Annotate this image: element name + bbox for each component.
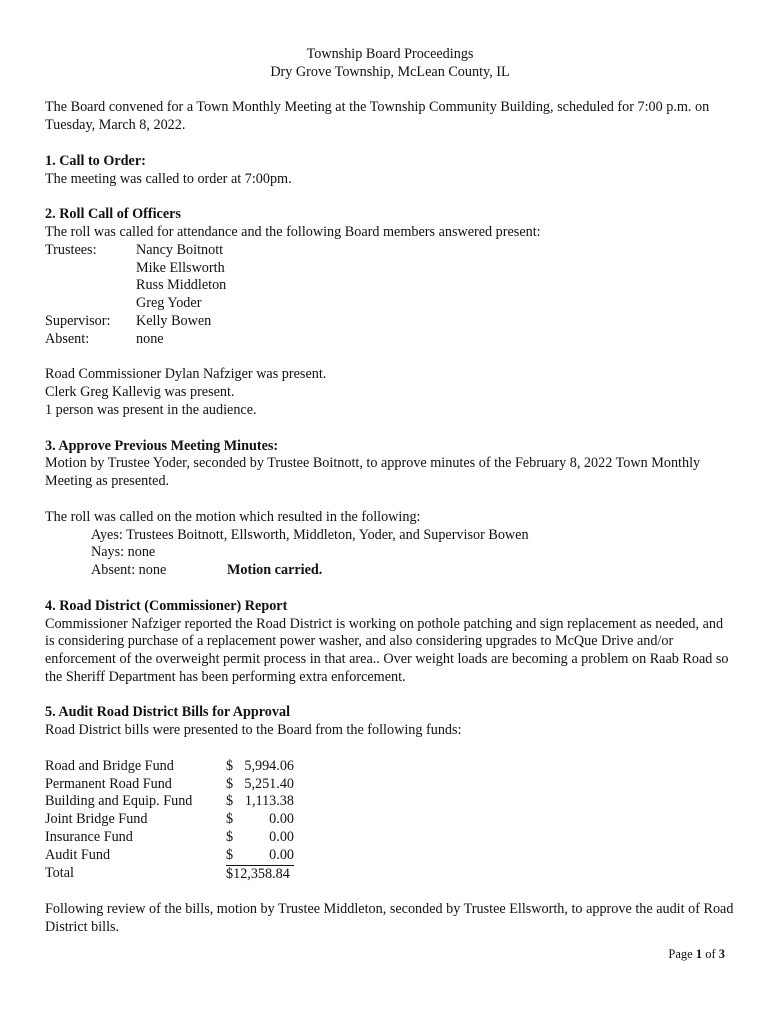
roster-name: Nancy Boitnott [136,241,224,258]
attendance-note: 1 person was present in the audience. [45,401,257,418]
fund-row [45,758,294,776]
fund-dollar: $ [226,811,234,828]
section-2-heading: 2. Roll Call of Officers [45,206,181,223]
roster-label [45,295,136,313]
roster-row [45,313,735,331]
section-4-text: Commissioner Nafziger reported the Road District is working on pothole patching and sign replacement as needed, and is considering purchase of a replacement power washer, and also considering upgrades to McQue Drive and/or enforcement of the overweight permit process in that area.. Over weight loads are becoming a problem on Raab Road so the Sheriff Department has been performing extra enforcement. [45,615,729,685]
roster-label: Absent: [45,330,90,347]
vote-nays: Nays: none [91,544,156,561]
funds-table [45,758,294,884]
total-value: $12,358.84 [226,865,290,882]
fund-amount: 5,251.40 [244,775,294,792]
roster-name: Kelly Bowen [136,312,212,329]
fund-amount: 5,994.06 [244,757,294,774]
fund-row [45,811,294,829]
fund-amount: 0.00 [269,829,294,846]
fund-dollar: $ [226,793,234,810]
page-prefix: Page [668,947,696,961]
fund-row [45,793,294,811]
roster [45,242,735,349]
fund-name: Building and Equip. Fund [45,793,193,810]
fund-name: Permanent Road Fund [45,775,172,792]
total-row [45,865,294,883]
vote-absent-row [45,562,735,580]
section-4-heading: 4. Road District (Commissioner) Report [45,597,288,614]
doc-title: Township Board Proceedings [306,46,474,62]
fund-dollar: $ [226,829,234,846]
fund-name: Road and Bridge Fund [45,757,174,774]
fund-name: Insurance Fund [45,829,133,846]
fund-dollar: $ [226,775,234,792]
total-label: Total [45,865,74,882]
roster-name: Russ Middleton [136,277,227,294]
roster-row [45,277,735,295]
roster-label [45,277,136,295]
fund-amount: 1,113.38 [244,793,294,810]
roster-name: none [136,330,164,347]
doc-subtitle: Dry Grove Township, McLean County, IL [270,63,510,80]
section-5-closing: Following review of the bills, motion by Trustee Middleton, seconded by Trustee Ellsworth, to approve the audit of Road District bills. [45,901,734,936]
fund-amount: 0.00 [240,847,294,865]
section-1-text: The meeting was called to order at 7:00pm. [45,170,292,187]
section-1-heading: 1. Call to Order: [45,152,146,169]
roster-name: Mike Ellsworth [136,259,225,276]
fund-name: Audit Fund [45,846,111,863]
roster-label: Trustees: [45,241,97,258]
section-5-heading: 5. Audit Road District Bills for Approval [45,704,291,721]
roster-label [45,260,136,278]
document-page [45,46,735,937]
roster-row [45,242,735,260]
section-2-text: The roll was called for attendance and the following Board members answered present: [45,223,541,240]
section-3-text: Motion by Trustee Yoder, seconded by Trustee Boitnott, to approve minutes of the February 8, 2022 Town Monthly Meeting as presented. [45,455,701,490]
intro-paragraph: The Board convened for a Town Monthly Meeting at the Township Community Building, scheduled for 7:00 p.m. on Tuesday, March 8, 2022. [45,99,710,134]
roster-name: Greg Yoder [136,295,202,312]
fund-amount: 0.00 [269,811,294,828]
section-3-heading: 3. Approve Previous Meeting Minutes: [45,437,279,454]
page-total: 3 [718,947,725,961]
page-current: 1 [695,947,703,961]
vote-absent: Absent: none [91,562,167,579]
fund-dollar: $ [226,757,234,774]
motion-result: Motion carried. [227,562,323,579]
roll-call-text: The roll was called on the motion which resulted in the following: [45,508,421,525]
roster-label: Supervisor: [45,312,111,329]
fund-dollar: $ [226,847,240,865]
roster-row [45,295,735,313]
vote-ayes: Ayes: Trustees Boitnott, Ellsworth, Middleton, Yoder, and Supervisor Bowen [91,526,529,543]
page-mid: of [702,947,719,961]
roster-row [45,260,735,278]
attendance-note: Road Commissioner Dylan Nafziger was present. [45,366,327,383]
section-5-text: Road District bills were presented to the Board from the following funds: [45,722,462,739]
attendance-note: Clerk Greg Kallevig was present. [45,384,235,401]
fund-name: Joint Bridge Fund [45,811,148,828]
fund-row [45,847,294,865]
fund-row [45,776,294,794]
fund-row [45,829,294,847]
roster-row [45,331,735,349]
page-number [668,947,725,962]
